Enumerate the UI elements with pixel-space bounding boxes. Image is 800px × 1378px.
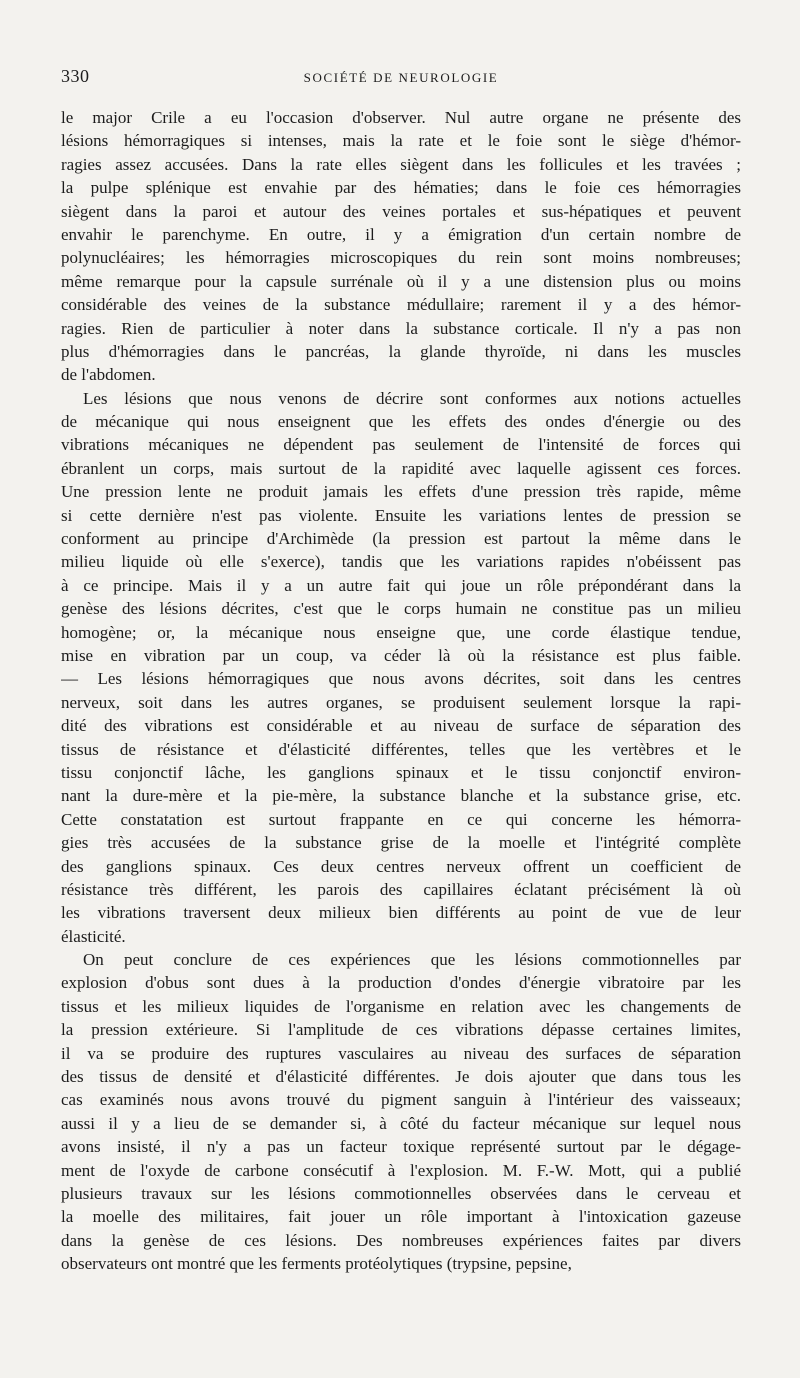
- text-line: milieu liquide où elle s'exerce), tandis que les variations rapides n'obéissent pas: [61, 552, 741, 572]
- paragraph: [61, 387, 741, 948]
- text-line: les vibrations traversent deux milieux bien différents au point de vue de leur: [61, 903, 741, 923]
- text-line: dans la genèse de ces lésions. Des nombreuses expériences faites par divers: [61, 1230, 741, 1250]
- text-line: avons insisté, il n'y a pas un facteur toxique représenté surtout par le dégage-: [61, 1137, 741, 1157]
- text-line: de mécanique qui nous enseignent que les effets des ondes d'énergie ou des: [61, 412, 741, 432]
- text-line: vibrations mécaniques ne dépendent pas seulement de l'intensité de forces qui: [61, 435, 741, 455]
- text-line: explosion d'obus sont dues à la production d'ondes d'énergie vibratoire par les: [61, 973, 741, 993]
- body-text: [61, 106, 741, 1276]
- text-line: plusieurs travaux sur les lésions commotionnelles observées dans le cerveau et: [61, 1183, 741, 1203]
- page-number: 330: [61, 66, 90, 86]
- text-line: à ce principe. Mais il y a un autre fait qui joue un rôle prépondérant dans la: [61, 575, 741, 595]
- text-line: homogène; or, la mécanique nous enseigne que, une corde élastique tendue,: [61, 622, 741, 642]
- text-line: tissus de résistance et d'élasticité différentes, telles que les vertèbres et le: [61, 739, 741, 759]
- text-line: considérable des veines de la substance médullaire; rarement il y a des hémor-: [61, 295, 741, 315]
- text-line: des tissus de densité et d'élasticité différentes. Je dois ajouter que dans tous les: [61, 1067, 741, 1087]
- text-line: nant la dure-mère et la pie-mère, la substance blanche et la substance grise, etc.: [61, 786, 741, 806]
- text-line: lésions hémorragiques si intenses, mais la rate et le foie sont le siège d'hémor-: [61, 131, 741, 151]
- text-line: genèse des lésions décrites, c'est que le corps humain ne constitue pas un milieu: [61, 599, 741, 619]
- text-line: cas examinés nous avons trouvé du pigment sanguin à l'intérieur des vaisseaux;: [61, 1090, 741, 1110]
- text-line: si cette dernière n'est pas violente. Ensuite les variations lentes de pression se: [61, 505, 741, 525]
- text-line: même remarque pour la capsule surrénale où il y a une distension plus ou moins: [61, 271, 741, 291]
- text-line: aussi il y a lieu de se demander si, à côté du facteur mécanique sur lequel nous: [61, 1113, 741, 1133]
- text-line: Cette constatation est surtout frappante en ce qui concerne les hémorra-: [61, 809, 741, 829]
- text-line: tissu conjonctif lâche, les ganglions spinaux et le tissu conjonctif environ-: [61, 762, 741, 782]
- text-line: — Les lésions hémorragiques que nous avons décrites, soit dans les centres: [61, 669, 741, 689]
- text-line: il va se produire des ruptures vasculaires au niveau des surfaces de séparation: [61, 1043, 741, 1063]
- text-line: polynucléaires; les hémorragies microscopiques du rein sont moins nombreuses;: [61, 248, 741, 268]
- text-line: des ganglions spinaux. Ces deux centres nerveux offrent un coefficient de: [61, 856, 741, 876]
- running-head: [61, 66, 741, 90]
- text-line: mise en vibration par un coup, va céder là où la résistance est plus faible.: [61, 645, 741, 665]
- text-line: Une pression lente ne produit jamais les effets d'une pression très rapide, même: [61, 482, 741, 502]
- journal-title: SOCIÉTÉ DE NEUROLOGIE: [303, 70, 499, 85]
- text-line: plus d'hémorragies dans le pancréas, la glande thyroïde, ni dans les muscles: [61, 341, 741, 361]
- text-line: tissus et les milieux liquides de l'organisme en relation avec les changements de: [61, 996, 741, 1016]
- text-line: siègent dans la paroi et autour des veines portales et sus-hépatiques et peuvent: [61, 201, 741, 221]
- text-line: envahir le parenchyme. En outre, il y a émigration d'un certain nombre de: [61, 224, 741, 244]
- text-line: ébranlent un corps, mais surtout de la rapidité avec laquelle agissent ces forces.: [61, 458, 741, 478]
- text-line: gies très accusées de la substance grise de la moelle et l'intégrité complète: [61, 833, 741, 853]
- text-line: de l'abdomen.: [61, 365, 156, 385]
- text-line: la moelle des militaires, fait jouer un rôle important à l'intoxication gazeuse: [61, 1207, 741, 1227]
- text-line: la pression extérieure. Si l'amplitude de ces vibrations dépasse certaines limites,: [61, 1020, 741, 1040]
- text-line: Les lésions que nous venons de décrire sont conformes aux notions actuelles: [83, 388, 741, 408]
- text-line: élasticité.: [61, 926, 126, 946]
- paragraph: [61, 106, 741, 387]
- text-line: observateurs ont montré que les ferments protéolytiques (trypsine, pepsine,: [61, 1254, 572, 1274]
- text-line: dité des vibrations est considérable et au niveau de surface de séparation des: [61, 716, 741, 736]
- paragraph: [61, 948, 741, 1275]
- text-line: nerveux, soit dans les autres organes, se produisent seulement lorsque la rapi-: [61, 692, 741, 712]
- text-line: ragies. Rien de particulier à noter dans la substance corticale. Il n'y a pas non: [61, 318, 741, 338]
- text-line: ment de l'oxyde de carbone consécutif à l'explosion. M. F.-W. Mott, qui a publié: [61, 1160, 741, 1180]
- text-line: conforment au principe d'Archimède (la pression est partout la même dans le: [61, 529, 741, 549]
- text-line: la pulpe splénique est envahie par des hématies; dans le foie ces hémorragies: [61, 178, 741, 198]
- text-line: résistance très différent, les parois des capillaires éclatant précisément là où: [61, 879, 741, 899]
- text-line: le major Crile a eu l'occasion d'observer. Nul autre organe ne présente des: [61, 108, 741, 127]
- text-line: On peut conclure de ces expériences que les lésions commotionnelles par: [83, 950, 741, 970]
- text-line: ragies assez accusées. Dans la rate elles siègent dans les follicules et les travées ;: [61, 154, 741, 174]
